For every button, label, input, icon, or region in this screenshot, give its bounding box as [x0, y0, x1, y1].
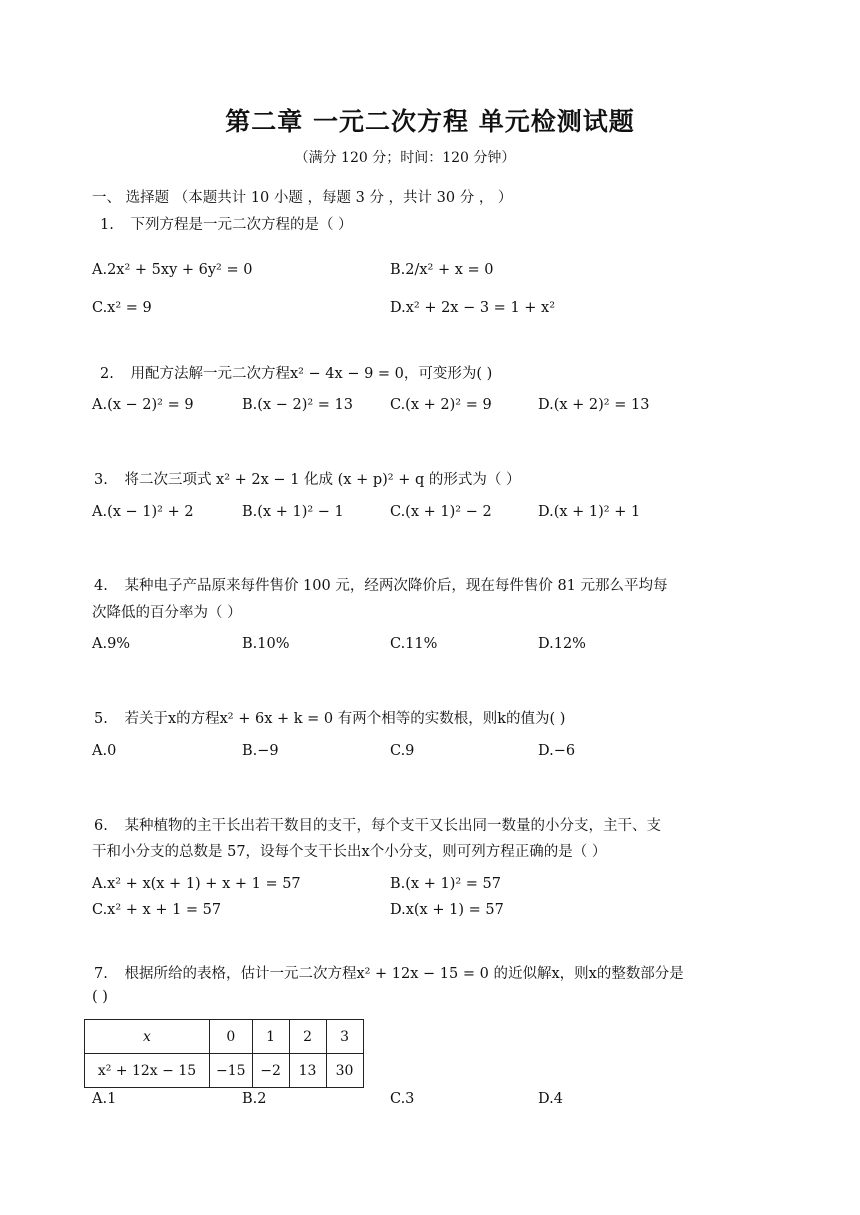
- option-d: D.x(x + 1) = 57: [390, 902, 504, 918]
- option-b: B.2: [242, 1091, 267, 1107]
- section-heading: 一、 选择题 （本题共计 10 小题 ，每题 3 分 ，共计 30 分 ， ）: [92, 190, 513, 206]
- option-a: A.9%: [92, 636, 131, 652]
- question-number: 4.: [94, 578, 108, 594]
- question-text-line2: ( ): [92, 989, 108, 1005]
- question-number: 3.: [94, 472, 108, 488]
- question-number: 6.: [94, 818, 108, 834]
- question-number: 7.: [94, 966, 108, 982]
- table-row: [85, 1054, 364, 1088]
- option-c: C.x² = 9: [92, 300, 152, 316]
- question-number: 2.: [100, 366, 114, 382]
- question-text: 若关于x的方程x² + 6x + k = 0 有两个相等的实数根，则k的值为( ): [124, 711, 566, 727]
- question-6: [94, 814, 661, 835]
- question-number: 1.: [100, 217, 114, 233]
- option-b: B.−9: [242, 743, 279, 759]
- option-a: A.0: [92, 743, 117, 759]
- question-text: 用配方法解一元二次方程x² − 4x − 9 = 0，可变形为( ): [130, 366, 493, 382]
- question-1: [100, 213, 353, 234]
- option-b: B.(x + 1)² = 57: [390, 876, 501, 892]
- option-d: D.x² + 2x − 3 = 1 + x²: [390, 300, 556, 316]
- page-subtitle: （满分 120 分；时间：120 分钟）: [294, 150, 516, 166]
- option-d: D.−6: [538, 743, 576, 759]
- option-d: D.(x + 2)² = 13: [538, 397, 650, 413]
- option-a: A.x² + x(x + 1) + x + 1 = 57: [92, 876, 301, 892]
- option-c: C.3: [390, 1091, 415, 1107]
- table-cell: −15: [210, 1054, 253, 1088]
- table-cell: 2: [289, 1020, 326, 1054]
- option-a: A.2x² + 5xy + 6y² = 0: [92, 262, 253, 278]
- value-table: [84, 1019, 364, 1088]
- option-c: C.x² + x + 1 = 57: [92, 902, 222, 918]
- page-title: 第二章 一元二次方程 单元检测试题: [225, 107, 635, 136]
- option-d: D.4: [538, 1091, 563, 1107]
- table-cell: x² + 12x − 15: [85, 1054, 210, 1088]
- question-number: 5.: [94, 711, 108, 727]
- option-b: B.(x + 1)² − 1: [242, 504, 344, 520]
- question-4: [94, 574, 668, 595]
- option-a: A.1: [92, 1091, 117, 1107]
- option-c: C.9: [390, 743, 415, 759]
- option-b: B.2/x² + x = 0: [390, 262, 494, 278]
- question-5: [94, 707, 565, 728]
- option-a: A.(x − 2)² = 9: [92, 397, 194, 413]
- question-text-line2: 干和小分支的总数是 57，设每个支干长出x个小分支，则可列方程正确的是（ ）: [92, 844, 607, 860]
- question-text-line1: 某种电子产品原来每件售价 100 元，经两次降价后，现在每件售价 81 元那么平均每: [124, 578, 668, 594]
- question-text-line1: 根据所给的表格，估计一元二次方程x² + 12x − 15 = 0 的近似解x，则x的整数部分是: [124, 966, 684, 982]
- question-7: [94, 962, 684, 983]
- question-3: [94, 468, 520, 489]
- table-cell: −2: [252, 1054, 289, 1088]
- table-cell: 3: [326, 1020, 363, 1054]
- table-row: [85, 1020, 364, 1054]
- option-b: B.(x − 2)² = 13: [242, 397, 353, 413]
- option-c: C.(x + 1)² − 2: [390, 504, 492, 520]
- table-cell: 0: [210, 1020, 253, 1054]
- question-text-line2: 次降低的百分率为（ ）: [92, 605, 242, 621]
- question-text: 下列方程是一元二次方程的是（ ）: [130, 217, 353, 233]
- question-2: [100, 362, 492, 383]
- table-cell: 1: [252, 1020, 289, 1054]
- table-cell: x: [85, 1020, 210, 1054]
- table-cell: 13: [289, 1054, 326, 1088]
- option-d: D.12%: [538, 636, 586, 652]
- option-b: B.10%: [242, 636, 290, 652]
- question-text: 将二次三项式 x² + 2x − 1 化成 (x + p)² + q 的形式为（ ）: [124, 472, 521, 488]
- question-text-line1: 某种植物的主干长出若干数目的支干，每个支干又长出同一数量的小分支，主干、支: [124, 818, 661, 834]
- option-c: C.(x + 2)² = 9: [390, 397, 492, 413]
- table-cell: 30: [326, 1054, 363, 1088]
- option-a: A.(x − 1)² + 2: [92, 504, 194, 520]
- option-c: C.11%: [390, 636, 438, 652]
- option-d: D.(x + 1)² + 1: [538, 504, 641, 520]
